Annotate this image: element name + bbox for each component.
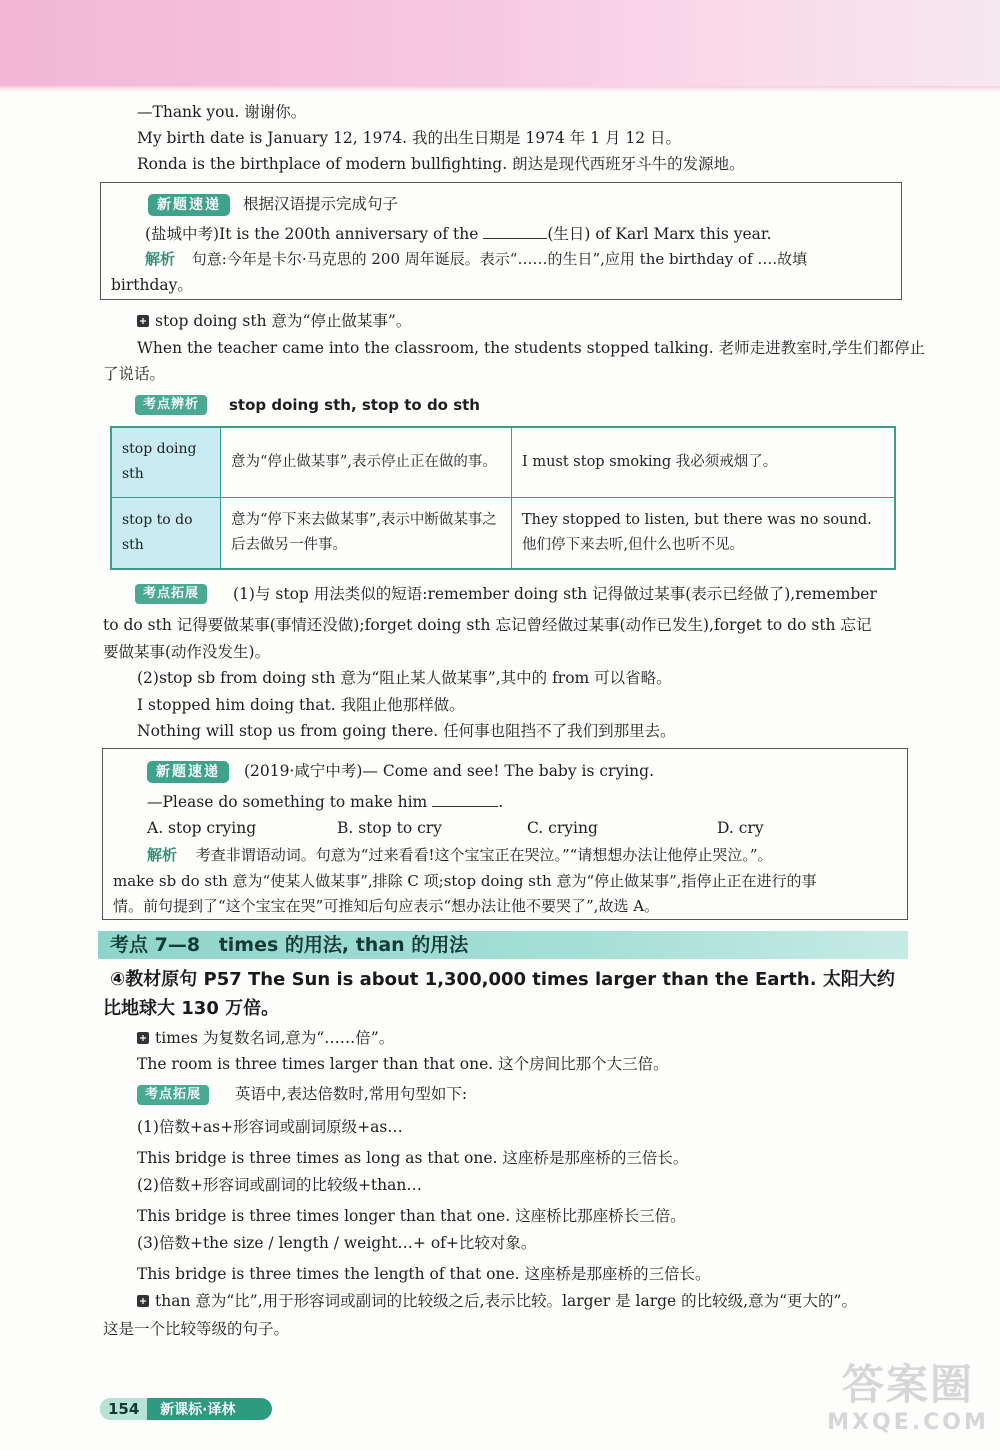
pattern-2: (2)倍数+形容词或副词的比较级+than…	[137, 1176, 422, 1194]
option-a: A. stop crying	[147, 819, 257, 837]
analysis-label: 解析	[147, 846, 178, 864]
pattern-1-example: This bridge is three times as long as that one. 这座桥是那座桥的三倍长。	[137, 1149, 689, 1167]
box2-analysis-3: 情。前句提到了“这个宝宝在哭”可推知后句应表示“想办法让他不要哭了”,故选 A。	[113, 897, 660, 915]
new-question-tag: 新题速递	[147, 761, 229, 783]
than-text: than 意为“比”,用于形容词或副词的比较级之后,表示比较。larger 是 large 的比较级,意为“更大的”。	[155, 1292, 857, 1310]
extension-tag: 考点拓展	[135, 584, 207, 604]
section-name: times 的用法, than 的用法	[218, 934, 469, 956]
thank-line: —Thank you. 谢谢你。	[137, 103, 307, 121]
ext1-line-5: I stopped him doing that. 我阻止他那样做。	[137, 696, 465, 714]
table-row	[111, 427, 895, 497]
ext1-line-3: 要做某事(动作没发生)。	[103, 643, 271, 661]
box2-analysis-2: make sb do sth 意为“使某人做某事”,排除 C 项;stop doing sth 意为“停止做某事”,指停止正在进行的事	[113, 872, 817, 890]
term-cell: stop doing sth	[111, 427, 221, 497]
textbook-sentence-line-1: ④教材原句 P57 The Sun is about 1,300,000 times larger than the Earth. 太阳大约	[110, 969, 895, 990]
pattern-1: (1)倍数+as+形容词或副词原级+as…	[137, 1118, 403, 1136]
ext1-line-1: (1)与 stop 用法类似的短语:remember doing sth 记得做过某事(表示已经做了),remember	[233, 585, 877, 603]
times-note	[137, 1027, 394, 1049]
pattern-3: (3)倍数+the size / length / weight…+ of+比较对象。	[137, 1234, 537, 1252]
analysis-label: 解析	[145, 250, 176, 268]
than-note	[137, 1290, 857, 1312]
textbook-sentence-line-2: 比地球大 130 万倍。	[103, 998, 280, 1019]
table-row	[111, 497, 895, 569]
exercise-box-1	[100, 182, 902, 300]
extension-tag-2: 考点拓展	[137, 1085, 209, 1105]
stop-example-line-2: 了说话。	[103, 365, 166, 383]
new-question-tag: 新题速递	[148, 194, 230, 216]
analysis-tag: 考点辨析	[135, 395, 207, 415]
birth-date-line: My birth date is January 12, 1974. 我的出生日期是 1974 年 1 月 12 日。	[137, 129, 682, 147]
option-d: D. cry	[717, 819, 764, 837]
page-footer	[100, 1398, 272, 1420]
answer-blank	[483, 224, 547, 239]
box1-analysis-cont: birthday。	[111, 276, 193, 294]
meaning-cell: 意为“停止做某事”,表示停止正在做的事。	[221, 427, 512, 497]
options-row	[147, 817, 887, 839]
section-title	[110, 931, 468, 959]
plus-bullet-icon	[137, 315, 149, 327]
section-number: 考点 7—8	[110, 934, 201, 956]
box1-analysis: 句意:今年是卡尔·马克思的 200 周年诞辰。表示“……的生日”,应用 the birthday of ….故填	[191, 250, 808, 268]
birthplace-line: Ronda is the birthplace of modern bullfighting. 朗达是现代西班牙斗牛的发源地。	[137, 155, 745, 173]
answer-blank	[432, 792, 498, 807]
ext1-line-4: (2)stop sb from doing sth 意为“阻止某人做某事”,其中的 from 可以省略。	[137, 669, 672, 687]
box1-question-start: (盐城中考)It is the 200th anniversary of the	[145, 225, 484, 243]
term-cell: stop to do sth	[111, 497, 221, 569]
header-band-fade	[0, 86, 1000, 92]
ext1-line-6: Nothing will stop us from going there. 任何事也阻挡不了我们到那里去。	[137, 722, 676, 740]
compare-title: stop doing sth, stop to do sth	[229, 396, 480, 414]
box2-question-1: (2019·咸宁中考)— Come and see! The baby is crying.	[243, 762, 655, 780]
example-cell: I must stop smoking 我必须戒烟了。	[512, 427, 896, 497]
ext1-line-2: to do sth 记得要做某事(事情还没做);forget doing sth 忘记曾经做过某事(动作已发生),forget to do sth 忘记	[103, 616, 872, 634]
plus-bullet-icon	[137, 1295, 149, 1307]
page-number: 154	[100, 1398, 147, 1420]
watermark-en: MXQE.COM	[827, 1410, 989, 1435]
box1-instruction: 根据汉语提示完成句子	[242, 195, 398, 213]
box1-question-end: (生日) of Karl Marx this year.	[547, 225, 772, 243]
box2-question-2	[147, 791, 503, 813]
times-intro: 英语中,表达倍数时,常用句型如下:	[235, 1085, 468, 1103]
box2-question-2-end: .	[498, 793, 504, 811]
times-example: The room is three times larger than that one. 这个房间比那个大三倍。	[137, 1055, 669, 1073]
series-name: 新课标·译林	[160, 1402, 236, 1418]
watermark-cn: 答案圈	[841, 1360, 974, 1409]
stop-example-line-1: When the teacher came into the classroom, the students stopped talking. 老师走进教室时,学生们都停止	[137, 339, 926, 357]
times-text: times 为复数名词,意为“……倍”。	[155, 1029, 395, 1047]
comparison-table	[110, 426, 896, 570]
exercise-box-2	[102, 748, 908, 920]
pattern-2-example: This bridge is three times longer than that one. 这座桥比那座桥长三倍。	[137, 1207, 686, 1225]
pattern-3-example: This bridge is three times the length of that one. 这座桥是那座桥的三倍长。	[137, 1265, 711, 1283]
box1-question	[145, 223, 772, 245]
box2-analysis-1: 考查非谓语动词。句意为“过来看看!这个宝宝正在哭泣。”“请想想办法让他停止哭泣。”。	[195, 846, 773, 864]
box2-question-2-start: —Please do something to make him	[147, 793, 433, 811]
example-cell: They stopped to listen, but there was no sound. 他们停下来去听,但什么也听不见。	[512, 497, 896, 569]
header-band	[0, 0, 1000, 86]
stop-doing-text: stop doing sth 意为“停止做某事”。	[155, 312, 412, 330]
option-b: B. stop to cry	[337, 819, 442, 837]
stop-doing-note	[137, 310, 411, 332]
option-c: C. crying	[527, 819, 598, 837]
plus-bullet-icon	[137, 1032, 149, 1044]
than-note-cont: 这是一个比较等级的句子。	[103, 1320, 290, 1338]
watermark	[822, 1360, 994, 1442]
meaning-cell: 意为“停下来去做某事”,表示中断做某事之后去做另一件事。	[221, 497, 512, 569]
